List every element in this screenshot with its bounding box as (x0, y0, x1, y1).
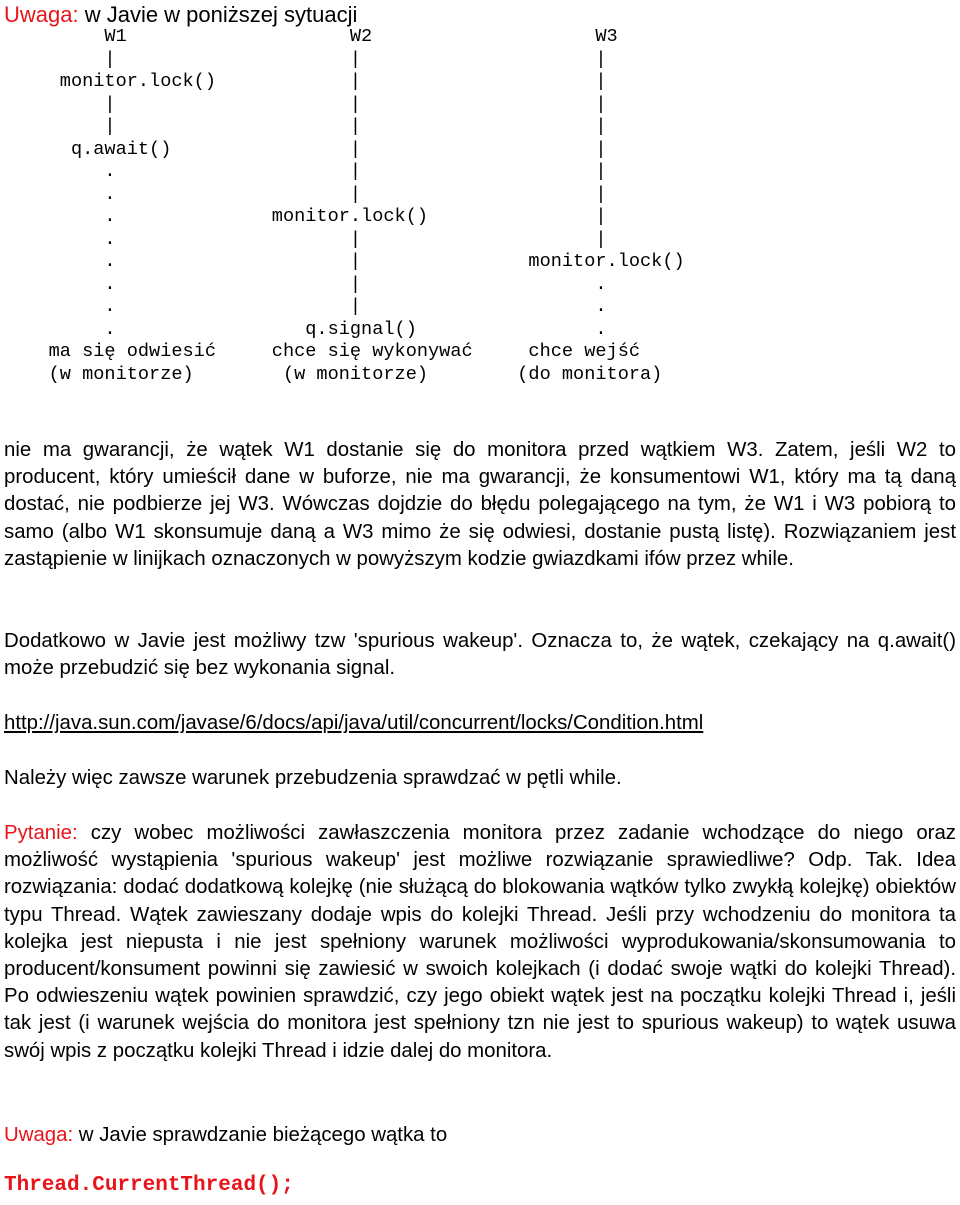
paragraph-guarantee: nie ma gwarancji, że wątek W1 dostanie się do monitora przed wątkiem W3. Zatem, jeśli W2 to producent, który umieścił dane w buforze, nie ma gwarancji, że konsumentowi W1, który ma tą daną dostać, nie podbierze jej W3. Wówczas dojdzie do błędu polegającego na tym, że W1 i W3 pobiorą to samo (albo W1 skonsumuje daną a W3 mimo że się odwiesi, dostanie pustą listę). Rozwiązaniem jest zastąpienie w linijkach oznaczonych w powyższym kodzie gwiazdkami ifów przez while. (4, 439, 956, 570)
current-thread-text: w Javie sprawdzanie bieżącego wątka to (73, 1124, 448, 1146)
paragraph-while-loop: Należy więc zawsze warunek przebudzenia sprawdzać w pętli while. (4, 767, 622, 789)
current-thread-code: Thread.CurrentThread(); (4, 1174, 294, 1197)
warning-label: Uwaga: (4, 2, 79, 27)
paragraph-link (4, 710, 956, 737)
question-label: Pytanie: (4, 822, 78, 844)
warning-label-2: Uwaga: (4, 1124, 74, 1146)
question-text: czy wobec możliwości zawłaszczenia monitora przez zadanie wchodzące do niego oraz możliwość wystąpienia 'spurious wakeup' jest możliwe rozwiązanie sprawiedliwe? Odp. Tak. Idea rozwiązania: dodać dodatkową kolejkę (nie służącą do blokowania wątków tylko zwykłą kolejkę) obiektów typu Thread. Wątek zawieszany dodaje wpis do kolejki Thread. Jeśli przy wchodzeniu do monitora ta kolejka jest niepusta i nie jest spełniony warunek możliwości wyprodukowania/skonsumowania to producent/konsument powinni się zawiesić w swoich kolejkach (i dodać swoje wątki do kolejki Thread). Po odwieszeniu wątek powinien sprawdzić, czy jego obiekt wątek jest na początku kolejki Thread i, jeśli tak jest (i warunek wejścia do monitora jest spełniony tzn nie jest to spurious wakeup) to wątek usuwa swój wpis z początku kolejki Thread i idzie dalej do monitora. (4, 822, 956, 1062)
paragraph-current-thread (4, 1122, 956, 1149)
page-heading (4, 2, 357, 28)
thread-diagram-code: W1 W2 W3 | | | monitor.lock() | | | | | | | | q.await() | | . | | . | | . monitor.lock() | . | | . | monitor.lock() . | . . | . . q.signal() . ma się odwiesić chce się wykonywać chce wejść (w monitorze) (w monitorze) (do monitora) (48, 26, 685, 385)
paragraph-spurious-wakeup: Dodatkowo w Javie jest możliwy tzw 'spurious wakeup'. Oznacza to, że wątek, czekający na q.await() może przebudzić się bez wykonania signal. (4, 630, 956, 680)
condition-docs-link[interactable]: http://java.sun.com/javase/6/docs/api/java/util/concurrent/locks/Condition.html (4, 712, 704, 734)
paragraph-question (4, 820, 956, 1065)
heading-text: w Javie w poniższej sytuacji (78, 2, 358, 27)
